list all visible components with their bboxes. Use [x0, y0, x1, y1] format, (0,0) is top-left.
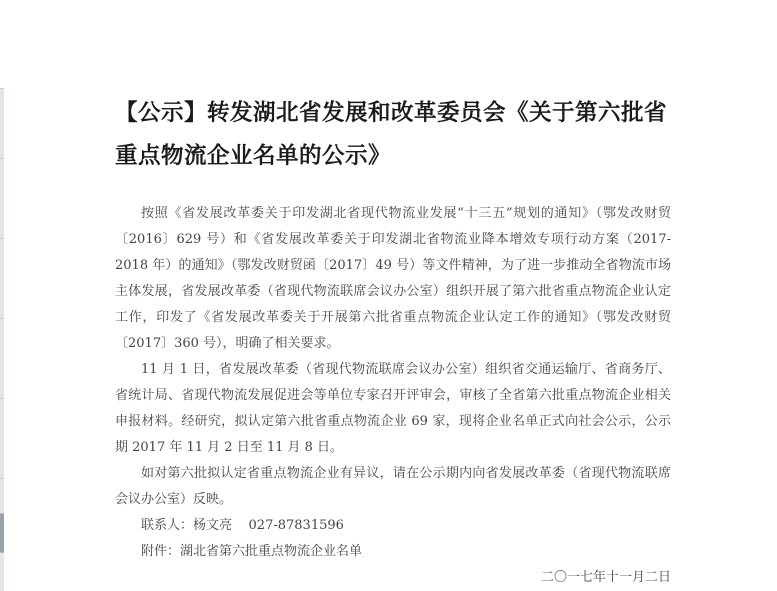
rail-divider	[0, 318, 4, 319]
scroll-thumb[interactable]	[0, 513, 4, 553]
rail-divider	[0, 478, 4, 479]
rail-divider	[0, 88, 4, 89]
publish-date: 二〇一七年十一月二日	[540, 570, 671, 585]
attachment-line: 附件：湖北省第六批重点物流企业名单	[141, 544, 363, 559]
paragraph-objection: 如对第六批拟认定省重点物流企业有异议，请在公示期内向省发展改革委（省现代物流联席会议办公室）反映。	[115, 466, 671, 507]
article	[115, 92, 671, 591]
rail-divider	[0, 158, 4, 159]
paragraph-review: 11 月 1 日，省发展改革委（省现代物流联席会议办公室）组织省交通运输厅、省商务厅、省统计局、省现代物流发展促进会等单位专家召开评审会，审核了全省第六批重点物流企业相关申报材料。经研究，拟认定第六批省重点物流企业 69 家，现将企业名单正式向社会公示，公示期 2017 年 11 月 2 日至 11 月 8 日。	[115, 362, 671, 455]
article-title: 【公示】转发湖北省发展和改革委员会《关于第六批省重点物流企业名单的公示》	[115, 100, 668, 169]
rail-divider	[0, 398, 4, 399]
rail-divider	[0, 238, 4, 239]
article-body	[115, 201, 671, 591]
paragraph-basis: 按照《省发展改革委关于印发湖北省现代物流业发展“十三五”规划的通知》（鄂发改财贸〔2016〕629 号）和《省发展改革委关于印发湖北省物流业降本增效专项行动方案（2017-2018 年）的通知》（鄂发改财贸函〔2017〕49 号）等文件精神，为了进一步推动全省物流市场主体发展，省发展改革委（省现代物流联席会议办公室）组织开展了第六批省重点物流企业认定工作，印发了《省发展改革委关于开展第六批省重点物流企业认定工作的通知》（鄂发改财贸〔2017〕360 号），明确了相关要求。	[115, 206, 671, 351]
left-scroll-rail[interactable]	[0, 88, 4, 591]
contact-line: 联系人：杨文亮 027-87831596	[141, 518, 344, 533]
